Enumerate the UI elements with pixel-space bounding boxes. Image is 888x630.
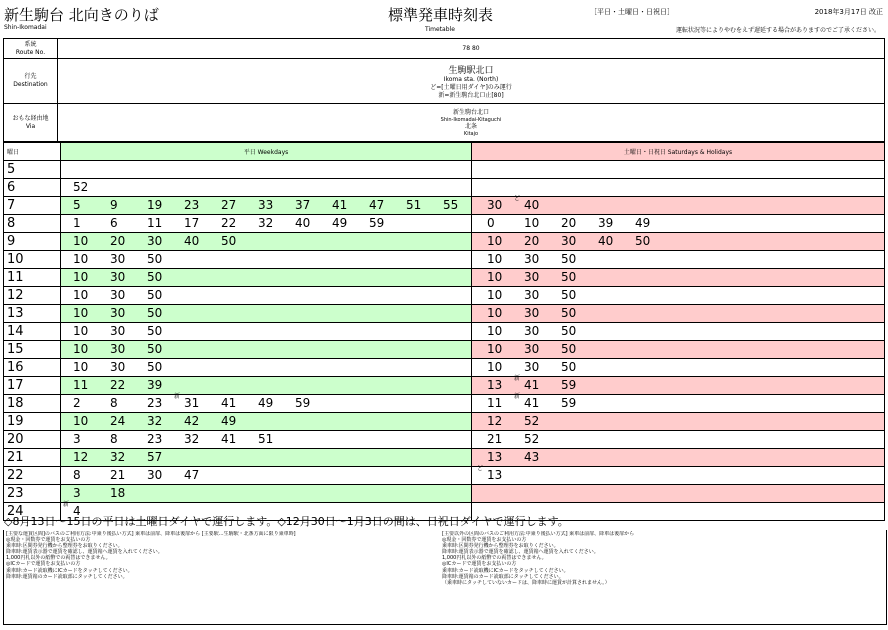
timetable-row <box>4 305 885 323</box>
departure-minute: 40 <box>295 216 311 230</box>
departure-minute: 50 <box>635 234 651 248</box>
route-label-en: Route No. <box>15 48 46 56</box>
departure-minute: 50 <box>147 324 163 338</box>
weekday-departures-cell <box>61 233 472 251</box>
departure-minute: 4 <box>73 504 81 518</box>
departure-minute: 52 <box>524 432 540 446</box>
departure-minute: 8 <box>110 396 118 410</box>
departure-mark: 新 <box>174 393 181 400</box>
timetable-row <box>4 431 885 449</box>
holiday-departures-cell <box>472 215 885 233</box>
departure-minute: 31 <box>184 396 200 410</box>
departure-minute: 30 <box>524 252 540 266</box>
departure-minute: 20 <box>561 216 577 230</box>
fare-notes <box>3 530 887 625</box>
timetable-row <box>4 287 885 305</box>
departure-minute: 10 <box>73 306 89 320</box>
holiday-departures-cell <box>472 323 885 341</box>
holiday-column-header: 土曜日・日祝日 Saturdays & Holidays <box>472 143 885 161</box>
holiday-departures-cell <box>472 179 885 197</box>
weekday-departures-cell <box>61 251 472 269</box>
departure-minute: 41 <box>524 378 540 392</box>
departure-minute: 59 <box>295 396 311 410</box>
weekday-departures-cell <box>61 323 472 341</box>
departure-minute: 30 <box>524 270 540 284</box>
destination-label-ja: 行先 <box>24 73 37 80</box>
timetable-row <box>4 161 885 179</box>
departure-minute: 30 <box>110 324 126 338</box>
holiday-departures-cell <box>472 161 885 179</box>
weekday-departures-cell <box>61 215 472 233</box>
departure-minute: 43 <box>524 450 540 464</box>
departure-minute: 6 <box>110 216 118 230</box>
fare-notes-left <box>6 531 436 580</box>
departure-mark: ど <box>477 465 484 472</box>
departure-minute: 50 <box>561 306 577 320</box>
departure-minute: 41 <box>332 198 348 212</box>
hour-column-header: 曜日 <box>4 143 61 161</box>
hour-cell: 20 <box>4 431 61 449</box>
via-stop-1: 新生駒台北口 <box>452 108 489 116</box>
departure-minute: 2 <box>73 396 81 410</box>
departure-minute: 0 <box>487 216 495 230</box>
departure-minute: 27 <box>221 198 237 212</box>
departure-minute: 23 <box>184 198 200 212</box>
departure-minute: 9 <box>110 198 118 212</box>
hour-cell: 23 <box>4 485 61 503</box>
fare-note-line: ◎現金・回数券で運賃をお支払いの方 <box>442 537 527 544</box>
departure-minute: 47 <box>369 198 385 212</box>
departure-minute: 10 <box>487 270 503 284</box>
departure-minute: 10 <box>487 288 503 302</box>
departure-minute: 39 <box>598 216 614 230</box>
timetable-row <box>4 359 885 377</box>
holiday-departures-cell <box>472 341 885 359</box>
timetable-row <box>4 377 885 395</box>
weekday-departures-cell <box>61 305 472 323</box>
hour-cell: 21 <box>4 449 61 467</box>
hour-cell: 12 <box>4 287 61 305</box>
departure-minute: 10 <box>487 360 503 374</box>
timetable-row <box>4 449 885 467</box>
departure-minute: 50 <box>147 360 163 374</box>
destination <box>58 59 885 104</box>
departure-minute: 20 <box>110 234 126 248</box>
fare-notes-right <box>442 531 882 586</box>
revision-date: 2018年3月17日 改正 <box>814 8 883 16</box>
departure-minute: 10 <box>73 414 89 428</box>
departure-minute: 22 <box>110 378 126 392</box>
departure-minute: 21 <box>110 468 126 482</box>
departure-minute: 41 <box>221 432 237 446</box>
hour-cell: 8 <box>4 215 61 233</box>
departure-minute: 40 <box>524 198 540 212</box>
departure-minute: 8 <box>110 432 118 446</box>
departure-minute: 37 <box>295 198 311 212</box>
departure-minute: 30 <box>524 324 540 338</box>
route-label <box>4 39 58 59</box>
departure-minute: 21 <box>487 432 503 446</box>
departure-minute: 50 <box>561 288 577 302</box>
departure-mark: 新 <box>63 501 70 508</box>
departure-minute: 24 <box>110 414 126 428</box>
fare-note-line: 乗車時:カード読取機にICカードをタッチしてください。 <box>6 567 133 574</box>
hour-cell: 7 <box>4 197 61 215</box>
departure-mark: 新 <box>514 375 521 382</box>
hour-cell: 5 <box>4 161 61 179</box>
hour-cell: 13 <box>4 305 61 323</box>
departure-minute: 20 <box>524 234 540 248</box>
fare-note-line: [主要以外の区間のバスのご利用方法:中乗り後払い方式] 乗車は前扉、降車は後扉から <box>442 531 635 537</box>
hour-cell: 19 <box>4 413 61 431</box>
weekday-departures-cell <box>61 413 472 431</box>
departure-minute: 49 <box>258 396 274 410</box>
stop-name: 新生駒台 北向きのりば <box>4 6 159 24</box>
departure-minute: 59 <box>561 396 577 410</box>
via-label <box>4 104 58 142</box>
fare-note-line: ◎現金・回数券で運賃をお支払いの方 <box>6 537 91 544</box>
departure-minute: 30 <box>110 252 126 266</box>
departure-minute: 32 <box>110 450 126 464</box>
holiday-departures-cell <box>472 485 885 503</box>
weekday-departures-cell <box>61 449 472 467</box>
departure-minute: 10 <box>487 342 503 356</box>
departure-minute: 23 <box>147 396 163 410</box>
timetable-row <box>4 395 885 413</box>
departure-minute: 32 <box>184 432 200 446</box>
departure-minute: 11 <box>147 216 163 230</box>
departure-minute: 10 <box>73 324 89 338</box>
departure-minute: 12 <box>487 414 503 428</box>
departure-minute: 30 <box>524 288 540 302</box>
timetable-row <box>4 233 885 251</box>
page-title: 標準発車時刻表 <box>388 6 494 24</box>
departure-minute: 30 <box>110 306 126 320</box>
departure-minute: 32 <box>258 216 274 230</box>
fare-note-line: 乗車時:カード読取機にICカードをタッチしてください。 <box>442 567 569 574</box>
holiday-departures-cell <box>472 449 885 467</box>
departure-minute: 30 <box>110 288 126 302</box>
via-label-en: Via <box>25 122 36 130</box>
departure-minute: 10 <box>487 324 503 338</box>
departure-minute: 30 <box>110 342 126 356</box>
departure-mark: 新 <box>514 393 521 400</box>
holiday-departures-cell <box>472 305 885 323</box>
timetable-row <box>4 467 885 485</box>
departure-minute: 10 <box>73 270 89 284</box>
departure-minute: 11 <box>487 396 503 410</box>
fare-note-line: [主要な運賃区間]のバスのご利用方法:中乗り後払い方式] 乗車は前扉、降車は後扉から [主要駅…生駒駅・北条方面に限り乗車時] <box>6 531 296 537</box>
departure-minute: 57 <box>147 450 163 464</box>
destination-en: Ikoma sta. (North) <box>443 75 499 83</box>
timetable-row <box>4 179 885 197</box>
holiday-departures-cell <box>472 197 885 215</box>
stop-name-roman: Shin-Ikomadai <box>4 24 47 31</box>
departure-minute: 32 <box>147 414 163 428</box>
departure-minute: 50 <box>147 270 163 284</box>
departure-minute: 13 <box>487 378 503 392</box>
weekday-column-header: 平日 Weekdays <box>61 143 472 161</box>
departure-minute: 49 <box>332 216 348 230</box>
holiday-departures-cell <box>472 467 885 485</box>
via-label-ja: おもな経由地 <box>12 114 49 122</box>
holiday-departures-cell <box>472 359 885 377</box>
holiday-departures-cell <box>472 377 885 395</box>
departure-minute: 42 <box>184 414 200 428</box>
hour-cell: 16 <box>4 359 61 377</box>
departure-minute: 40 <box>184 234 200 248</box>
departure-minute: 50 <box>147 306 163 320</box>
page-title-en: Timetable <box>425 26 455 33</box>
departure-minute: 50 <box>561 342 577 356</box>
holiday-departures-cell <box>472 269 885 287</box>
holiday-departures-cell <box>472 233 885 251</box>
departure-minute: 10 <box>487 252 503 266</box>
departure-minute: 59 <box>369 216 385 230</box>
departure-minute: 13 <box>487 450 503 464</box>
hour-cell: 6 <box>4 179 61 197</box>
timetable-row <box>4 485 885 503</box>
fare-note-line: 降車時:運賃箱のカード読取部にタッチしてください。 <box>6 573 128 580</box>
hour-cell: 15 <box>4 341 61 359</box>
hour-cell: 11 <box>4 269 61 287</box>
weekday-departures-cell <box>61 395 472 413</box>
departure-minute: 8 <box>73 468 81 482</box>
departure-minute: 12 <box>73 450 89 464</box>
departure-minute: 30 <box>147 234 163 248</box>
weekday-departures-cell <box>61 179 472 197</box>
via-stop-1-en: Shin-Ikomadai-Kitaguchi <box>440 116 502 123</box>
departure-minute: 3 <box>73 432 81 446</box>
departure-minute: 50 <box>147 342 163 356</box>
departure-minute: 22 <box>221 216 237 230</box>
delay-notice: 運転状況等によりやむをえず遅延する場合がありますのでご了承ください。 <box>675 27 880 34</box>
holiday-departures-cell <box>472 413 885 431</box>
timetable <box>3 142 885 521</box>
departure-minute: 33 <box>258 198 274 212</box>
departure-minute: 10 <box>73 234 89 248</box>
weekday-departures-cell <box>61 485 472 503</box>
departure-minute: 10 <box>73 342 89 356</box>
timetable-row <box>4 197 885 215</box>
departure-minute: 41 <box>221 396 237 410</box>
fare-note-line: ◎ICカードで運賃をお支払いの方 <box>442 561 517 568</box>
fare-note-line: ◎ICカードで運賃をお支払いの方 <box>6 561 81 568</box>
hour-cell: 24 <box>4 503 61 521</box>
destination-note-short: 新=新生駒台北口止[80] <box>438 91 504 99</box>
fare-note-line: 乗車時:区間券発行機から整理券をお取りください。 <box>442 543 559 550</box>
fare-note-line: 降車時:運賃箱のカード読取部にタッチしてください。 <box>442 573 564 580</box>
departure-minute: 50 <box>147 252 163 266</box>
fare-note-line: 1,000円札以外の紙幣での両替はできません。 <box>6 555 111 562</box>
departure-minute: 17 <box>184 216 200 230</box>
departure-minute: 10 <box>73 288 89 302</box>
weekday-departures-cell <box>61 431 472 449</box>
departure-minute: 52 <box>524 414 540 428</box>
departure-minute: 52 <box>73 180 89 194</box>
departure-minute: 10 <box>73 360 89 374</box>
departure-minute: 47 <box>184 468 200 482</box>
fare-note-line: 乗車時:区間券発行機から整理券をお取りください。 <box>6 543 123 550</box>
destination-label <box>4 59 58 104</box>
departure-minute: 1 <box>73 216 81 230</box>
hour-cell: 17 <box>4 377 61 395</box>
departure-minute: 51 <box>258 432 274 446</box>
fare-note-line: 降車時:運賃表示器で運賃を確認し、運賃箱へ運賃を入れてください。 <box>442 549 599 556</box>
departure-minute: 5 <box>73 198 81 212</box>
weekday-departures-cell <box>61 269 472 287</box>
header <box>0 0 888 38</box>
departure-minute: 50 <box>561 270 577 284</box>
hour-cell: 18 <box>4 395 61 413</box>
calendar-notice: ◇8月13日～15日の平日は土曜日ダイヤで運行します。◇12月30日～1月3日の間は、日祝日ダイヤで運行します。 <box>4 515 569 528</box>
departure-minute: 30 <box>524 306 540 320</box>
departure-minute: 50 <box>561 360 577 374</box>
route-info-table <box>3 38 885 142</box>
departure-minute: 49 <box>221 414 237 428</box>
day-types: ［平日・土曜日・日祝日］ <box>590 8 674 16</box>
departure-minute: 10 <box>73 252 89 266</box>
holiday-departures-cell <box>472 395 885 413</box>
route-label-ja: 系統 <box>24 40 37 48</box>
route-number: 78 80 <box>58 39 885 59</box>
hour-cell: 22 <box>4 467 61 485</box>
departure-minute: 30 <box>147 468 163 482</box>
destination-label-en: Destination <box>13 81 48 88</box>
departure-minute: 39 <box>147 378 163 392</box>
departure-minute: 10 <box>487 306 503 320</box>
timetable-row <box>4 251 885 269</box>
timetable-row <box>4 215 885 233</box>
destination-note-saturday: ど=[土曜日用ダイヤ]のみ運行 <box>430 83 512 91</box>
weekday-departures-cell <box>61 197 472 215</box>
departure-minute: 50 <box>221 234 237 248</box>
departure-minute: 19 <box>147 198 163 212</box>
departure-minute: 13 <box>487 468 503 482</box>
holiday-departures-cell <box>472 287 885 305</box>
hour-cell: 10 <box>4 251 61 269</box>
hour-cell: 14 <box>4 323 61 341</box>
departure-minute: 11 <box>73 378 89 392</box>
holiday-departures-cell <box>472 251 885 269</box>
weekday-departures-cell <box>61 287 472 305</box>
via-stop-2: 北条 <box>464 122 477 130</box>
departure-minute: 30 <box>524 360 540 374</box>
weekday-departures-cell <box>61 359 472 377</box>
timetable-row <box>4 341 885 359</box>
fare-note-line: （乗車時にタッチしていないカードは、降車時に運賃が計算されません。） <box>442 579 610 586</box>
departure-minute: 55 <box>443 198 459 212</box>
weekday-departures-cell <box>61 161 472 179</box>
departure-minute: 30 <box>487 198 503 212</box>
hour-cell: 9 <box>4 233 61 251</box>
departure-mark: ど <box>514 195 521 202</box>
departure-minute: 50 <box>147 288 163 302</box>
holiday-departures-cell <box>472 431 885 449</box>
departure-minute: 30 <box>524 342 540 356</box>
departure-minute: 3 <box>73 486 81 500</box>
timetable-row <box>4 413 885 431</box>
departure-minute: 30 <box>110 270 126 284</box>
departure-minute: 50 <box>561 252 577 266</box>
via-stops <box>58 104 885 142</box>
departure-minute: 23 <box>147 432 163 446</box>
via-stop-2-en: Kitajo <box>463 130 479 137</box>
weekday-departures-cell <box>61 341 472 359</box>
fare-note-line: 1,000円札以外の紙幣での両替はできません。 <box>442 555 547 562</box>
weekday-departures-cell <box>61 467 472 485</box>
departure-minute: 40 <box>598 234 614 248</box>
departure-minute: 10 <box>487 234 503 248</box>
timetable-row <box>4 323 885 341</box>
departure-minute: 30 <box>110 360 126 374</box>
departure-minute: 50 <box>561 324 577 338</box>
departure-minute: 18 <box>110 486 126 500</box>
departure-minute: 59 <box>561 378 577 392</box>
weekday-departures-cell <box>61 377 472 395</box>
departure-minute: 10 <box>524 216 540 230</box>
departure-minute: 51 <box>406 198 422 212</box>
fare-note-line: 降車時:運賃表示器で運賃を確認し、運賃箱へ運賃を入れてください。 <box>6 549 163 556</box>
departure-minute: 49 <box>635 216 651 230</box>
timetable-row <box>4 269 885 287</box>
destination-main: 生駒駅北口 <box>448 65 494 76</box>
departure-minute: 41 <box>524 396 540 410</box>
departure-minute: 30 <box>561 234 577 248</box>
